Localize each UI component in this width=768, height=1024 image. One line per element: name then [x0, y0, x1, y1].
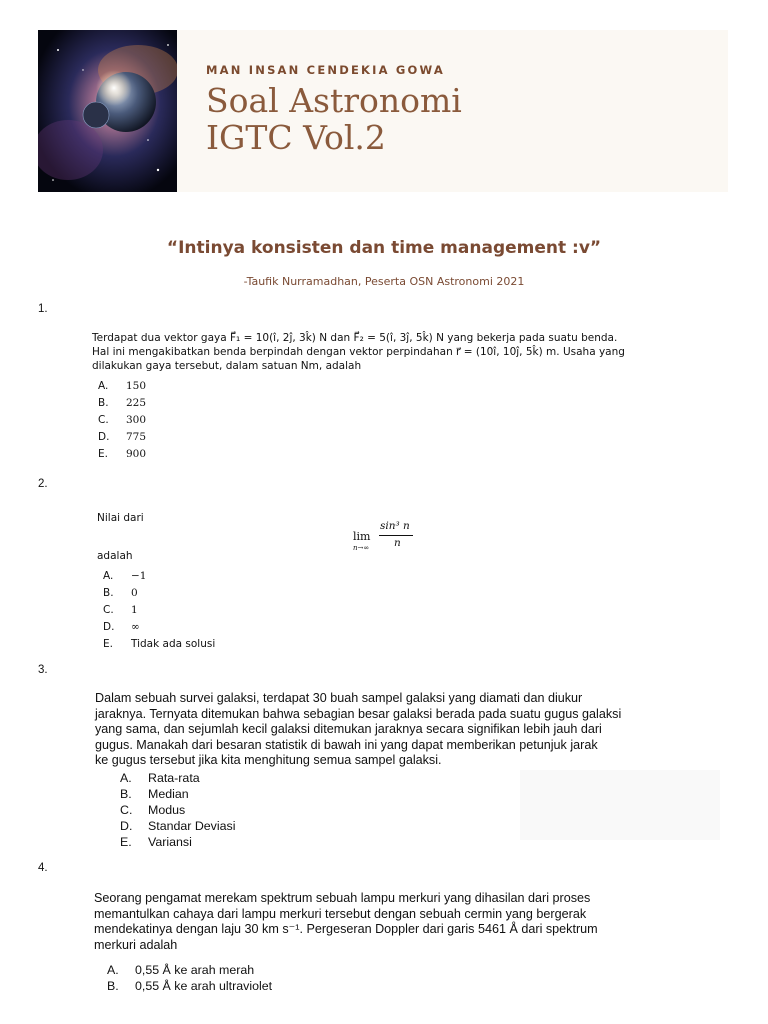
- space-cover-image: [38, 30, 177, 192]
- question-4-line: mendekatinya dengan laju 30 km s⁻¹. Pergeseran Doppler dari garis 5461 Å dari spektrum: [94, 922, 598, 936]
- limit-operator: lim: [353, 530, 371, 543]
- option-e[interactable]: [120, 834, 235, 850]
- question-1-options: [98, 378, 146, 462]
- option-c[interactable]: [103, 602, 215, 619]
- option-label: E.: [120, 835, 132, 849]
- option-value: Tidak ada solusi: [131, 637, 216, 650]
- question-3-text: [95, 691, 677, 769]
- option-label: A.: [98, 380, 109, 393]
- option-a[interactable]: [107, 962, 272, 978]
- question-3-line: gugus. Manakah dari besaran statistik di bawah ini yang dapat memberikan petunjuk jarak: [95, 737, 598, 752]
- option-b[interactable]: [103, 585, 215, 602]
- option-label: C.: [98, 413, 109, 426]
- option-value: 775: [126, 430, 147, 443]
- limit-expression: [353, 520, 423, 550]
- question-1-line: dilakukan gaya tersebut, dalam satuan Nm, adalah: [92, 360, 362, 372]
- option-label: C.: [103, 603, 114, 616]
- document-title: [206, 82, 462, 156]
- question-4-text: [94, 891, 676, 953]
- question-2-number: 2.: [38, 478, 48, 490]
- question-4-options: [107, 962, 272, 994]
- school-name: MAN INSAN CENDEKIA GOWA: [206, 63, 445, 77]
- question-2-intro: Nilai dari: [97, 512, 144, 524]
- question-2-options: [103, 568, 215, 652]
- motto-quote: “Intinya konsisten dan time management :v”: [166, 238, 602, 258]
- option-label: B.: [120, 787, 132, 801]
- question-3-number: 3.: [38, 664, 48, 676]
- option-c[interactable]: [120, 802, 235, 818]
- option-label: E.: [98, 447, 108, 460]
- option-label: C.: [120, 803, 133, 817]
- option-d[interactable]: [120, 818, 235, 834]
- question-3-line: jaraknya. Ternyata ditemukan bahwa sebagian besar galaksi berada pada suatu gugus galaksi: [95, 706, 622, 721]
- option-d[interactable]: [103, 618, 215, 635]
- option-label: D.: [120, 819, 133, 833]
- question-1-line: Terdapat dua vektor gaya F⃗₁ = 10(î, 2ĵ, 3k̂) N dan F⃗₂ = 5(î, 3ĵ, 5k̂) N yang bekerja pada suatu benda.: [92, 332, 618, 344]
- option-value: 0: [131, 587, 138, 600]
- question-2-outro: adalah: [97, 550, 133, 562]
- planet-illustration: [38, 30, 177, 192]
- question-4-number: 4.: [38, 862, 48, 874]
- option-a[interactable]: [120, 770, 235, 786]
- option-value: ∞: [131, 620, 140, 633]
- limit-subscript: n→∞: [353, 544, 370, 552]
- question-4-line: memantulkan cahaya dari lampu merkuri tersebut dengan sebuah cermin yang bergerak: [94, 906, 587, 921]
- option-value: 300: [126, 413, 147, 426]
- option-label: A.: [107, 963, 119, 977]
- option-label: E.: [103, 637, 113, 650]
- option-e[interactable]: [98, 445, 146, 462]
- faint-watermark: [520, 770, 720, 840]
- question-3-line: yang sama, dan sejumlah kecil galaksi ditemukan jaraknya secara signifikan lebih jauh dari: [95, 722, 602, 736]
- question-1-text: [92, 331, 682, 373]
- question-3-line: Dalam sebuah survei galaksi, terdapat 30 buah sampel galaksi yang diamati dan diukur: [95, 691, 583, 705]
- option-label: A.: [120, 771, 132, 785]
- option-a[interactable]: [98, 378, 146, 395]
- option-label: D.: [98, 430, 110, 443]
- limit-numerator: sin³ n: [380, 520, 410, 532]
- option-label: B.: [107, 979, 119, 993]
- option-label: D.: [103, 620, 115, 633]
- option-a[interactable]: [103, 568, 215, 585]
- option-value: Variansi: [148, 835, 192, 849]
- option-value: 1: [131, 603, 138, 616]
- question-3-options: [120, 770, 235, 850]
- option-value: 900: [126, 447, 147, 460]
- option-value: 225: [126, 397, 147, 410]
- question-4-line: merkuri adalah: [94, 937, 178, 952]
- option-d[interactable]: [98, 428, 146, 445]
- option-b[interactable]: [107, 978, 272, 994]
- option-value: Median: [148, 787, 189, 801]
- option-label: A.: [103, 570, 114, 583]
- option-value: −1: [131, 570, 147, 583]
- option-value: Modus: [148, 803, 186, 817]
- question-1-number: 1.: [38, 303, 48, 315]
- option-value: 150: [126, 380, 147, 393]
- option-value: 0,55 Å ke arah ultraviolet: [135, 979, 273, 993]
- option-value: 0,55 Å ke arah merah: [135, 963, 255, 977]
- question-1-line: Hal ini mengakibatkan benda berpindah dengan vektor perpindahan r⃗ = (10î, 10ĵ, 5k̂) m. Usaha yang: [92, 346, 625, 358]
- question-3-line: ke gugus tersebut jika kita menghitung semua sampel galaksi.: [95, 753, 442, 767]
- title-line-2: IGTC Vol.2: [206, 118, 386, 157]
- question-4-line: Seorang pengamat merekam spektrum sebuah lampu merkuri yang dihasilan dari proses: [94, 891, 591, 905]
- title-line-1: Soal Astronomi: [206, 81, 462, 120]
- option-e[interactable]: [103, 635, 215, 652]
- fraction-bar: [379, 535, 413, 536]
- option-c[interactable]: [98, 412, 146, 429]
- limit-denominator: n: [394, 537, 401, 549]
- option-b[interactable]: [120, 786, 235, 802]
- option-label: B.: [98, 397, 109, 410]
- option-label: B.: [103, 587, 114, 600]
- option-value: Rata-rata: [148, 771, 200, 785]
- option-value: Standar Deviasi: [148, 819, 236, 833]
- header-banner: [38, 30, 728, 192]
- quote-attribution: -Taufik Nurramadhan, Peserta OSN Astronomi 2021: [243, 275, 525, 288]
- option-b[interactable]: [98, 395, 146, 412]
